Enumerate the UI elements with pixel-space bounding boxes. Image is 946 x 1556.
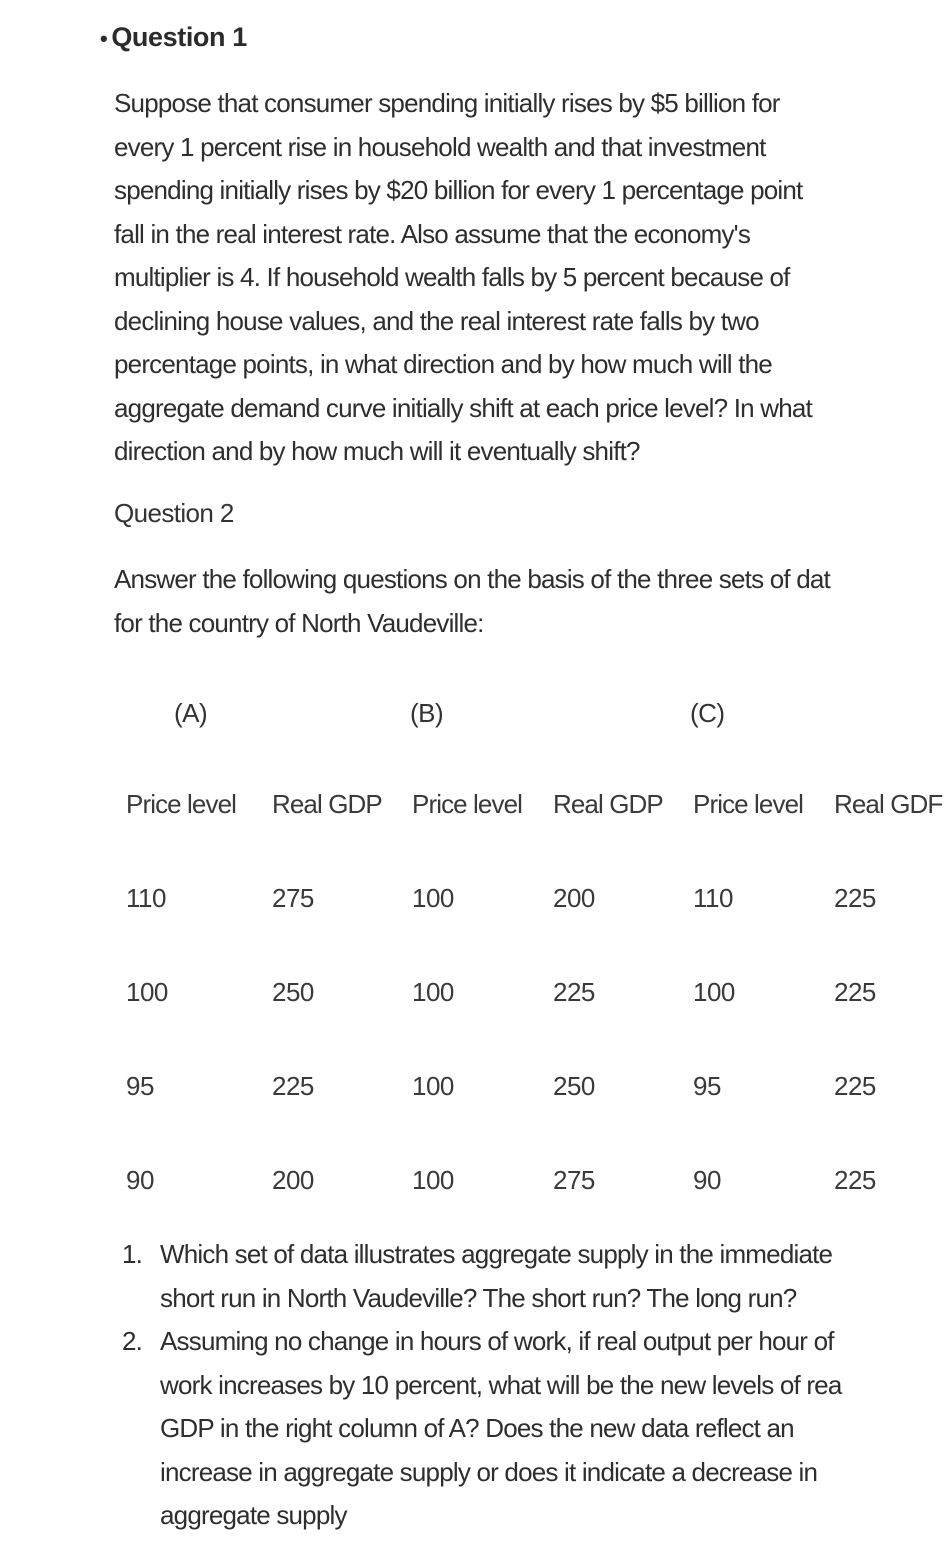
paragraph-line: spending initially rises by $20 billion for every 1 percentage point [114,175,803,205]
question-1-title: Question 1 [111,22,247,52]
list-item-line: Which set of data illustrates aggregate supply in the immediate [160,1239,833,1269]
bullet-icon: • [100,26,108,51]
paragraph-line: Suppose that consumer spending initially rises by $5 billion for [114,88,780,118]
table-cell: 275 [553,1165,595,1195]
table-cell: 225 [553,977,595,1007]
list-item [122,1233,946,1320]
question-2-heading: Question 2 [114,498,234,528]
list-item-line: GDP in the right column of A? Does the new data reflect an [160,1413,794,1443]
paragraph-line: aggregate demand curve initially shift at each price level? In what [114,392,812,423]
list-item-number: 1. [122,1239,143,1269]
list-item-line: Assuming no change in hours of work, if real output per hour of [160,1326,834,1356]
table-cell: 100 [693,977,735,1007]
paragraph-line: for the country of North Vaudeville: [114,607,484,638]
table-cell: 250 [553,1071,595,1101]
column-header: Price level [412,789,523,819]
table-cell: 110 [126,883,166,913]
table-cell: 200 [272,1165,314,1195]
table-cell: 100 [412,1165,454,1195]
table-cell: 225 [272,1071,314,1101]
table-cell: 200 [553,883,595,913]
column-header: Price level [126,789,237,819]
paragraph-line: declining house values, and the real interest rate falls by two [114,305,759,336]
table-cell: 100 [126,977,168,1007]
column-header: Real GDP [553,789,663,819]
column-header: Price level [693,789,804,819]
set-label-c: (C) [690,698,725,728]
list-item-line: short run in North Vaudeville? The short run? The long run? [160,1282,797,1313]
paragraph-line: direction and by how much will it eventually shift? [114,436,640,466]
list-item-line: increase in aggregate supply or does it indicate a decrease in [160,1456,818,1487]
question-2-intro [114,558,946,645]
table-cell: 90 [693,1165,721,1195]
table-cell: 275 [272,883,314,913]
list-item-line: work increases by 10 percent, what will be the new levels of rea [160,1369,842,1400]
paragraph-line: every 1 percent rise in household wealth and that investment [114,131,766,162]
question-1-heading [100,22,247,53]
list-item [122,1320,946,1538]
paragraph-line: percentage points, in what direction and by how much will the [114,349,772,379]
question-1-text [114,82,946,474]
paragraph-line: multiplier is 4. If household wealth falls by 5 percent because of [114,262,790,292]
sub-question-list [122,1233,946,1538]
set-label-a: (A) [174,698,208,728]
table-cell: 225 [834,883,876,913]
table-cell: 100 [412,883,454,913]
table-cell: 225 [834,977,876,1007]
paragraph-line: fall in the real interest rate. Also assume that the economy's [114,218,751,249]
paragraph-line: Answer the following questions on the basis of the three sets of dat [114,564,830,594]
column-header: Real GDF [834,789,943,819]
table-cell: 100 [412,977,454,1007]
list-item-number: 2. [122,1326,143,1356]
table-cell: 225 [834,1071,876,1101]
list-item-line: aggregate supply [160,1500,347,1530]
set-label-b: (B) [410,698,444,728]
table-cell: 225 [834,1165,876,1195]
table-cell: 95 [693,1071,721,1101]
table-cell: 110 [693,883,733,913]
table-cell: 90 [126,1165,154,1195]
column-header: Real GDP [272,789,382,819]
table-cell: 95 [126,1071,154,1101]
table-cell: 100 [412,1071,454,1101]
table-cell: 250 [272,977,314,1007]
